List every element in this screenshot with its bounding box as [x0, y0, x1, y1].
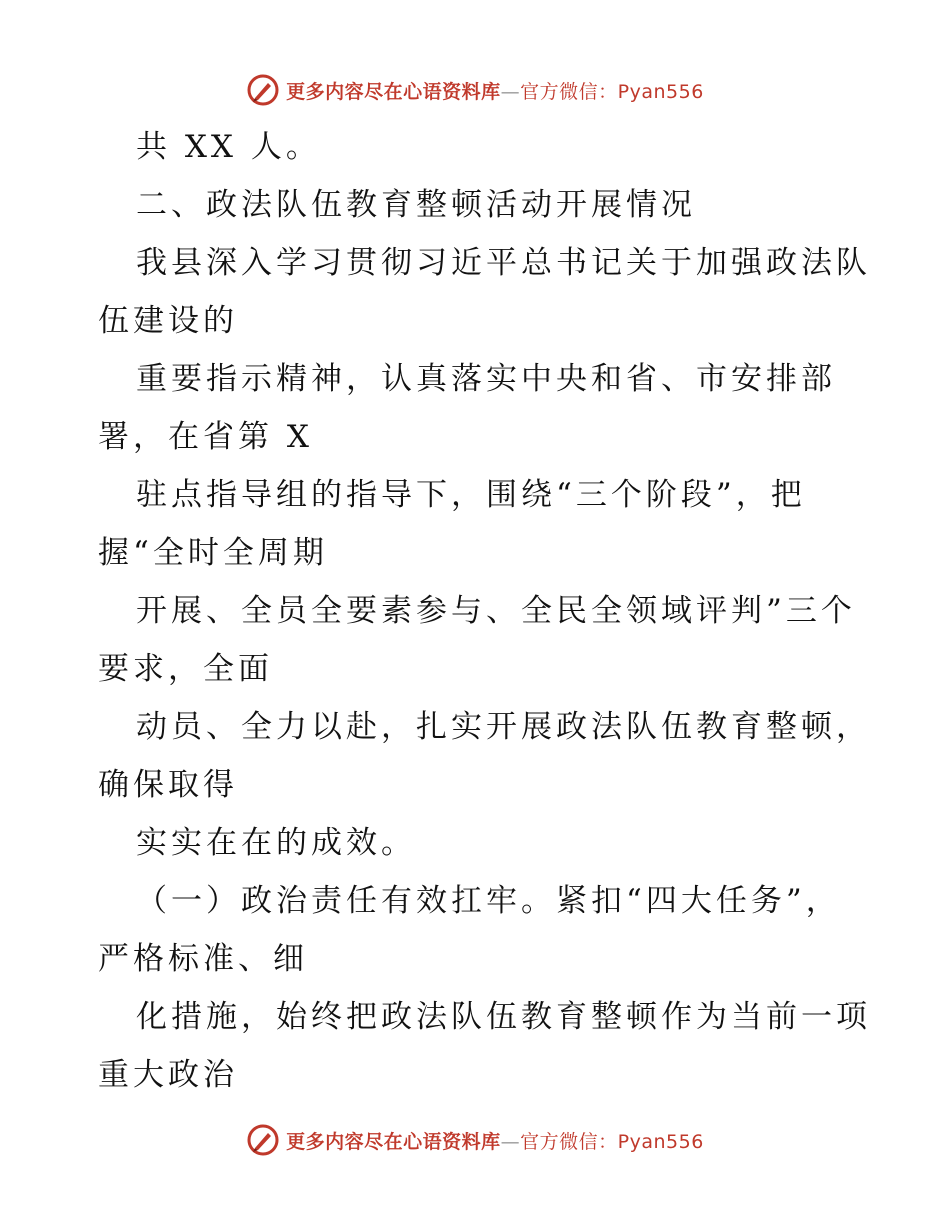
text-line: 我县深入学习贯彻习近平总书记关于加强政法队: [136, 245, 871, 281]
watermark-account: 官方微信：Pyan556: [520, 80, 704, 103]
text-line: 开展、全员全要素参与、全民全领域评判”三个: [136, 593, 856, 629]
text-line: 要求，全面: [98, 651, 273, 687]
watermark-account: 官方微信：Pyan556: [520, 1130, 704, 1153]
pen-logo-icon: [246, 1123, 280, 1157]
watermark-dash: —: [500, 80, 521, 103]
document-body: [98, 118, 871, 1104]
text-line: 握“全时全周期: [98, 535, 328, 571]
text-line: 重要指示精神，认真落实中央和省、市安排部: [136, 361, 836, 397]
text-line: 共 XX 人。: [136, 129, 321, 165]
text-line: （一）政治责任有效扛牢。紧扣“四大任务”，: [136, 883, 841, 919]
watermark-header: [0, 70, 950, 110]
watermark-dash: —: [500, 1130, 521, 1153]
pen-logo-icon: [246, 73, 280, 107]
text-line: 确保取得: [98, 767, 238, 803]
text-line: 重大政治: [98, 1057, 238, 1093]
watermark-title: 更多内容尽在心语资料库: [286, 80, 501, 103]
text-line: 伍建设的: [98, 303, 238, 339]
watermark-title: 更多内容尽在心语资料库: [286, 1130, 501, 1153]
text-line: 驻点指导组的指导下，围绕“三个阶段”，把: [136, 477, 806, 513]
text-line: 实实在在的成效。: [136, 825, 416, 861]
text-line: 二、政法队伍教育整顿活动开展情况: [136, 187, 696, 223]
text-line: 动员、全力以赴，扎实开展政法队伍教育整顿，: [136, 709, 871, 745]
watermark-footer: [0, 1120, 950, 1160]
text-line: 化措施，始终把政法队伍教育整顿作为当前一项: [136, 999, 871, 1035]
watermark-text: [286, 1127, 704, 1154]
watermark-text: [286, 77, 704, 104]
text-line: 署，在省第 X: [98, 419, 313, 455]
text-line: 严格标准、细: [98, 941, 308, 977]
